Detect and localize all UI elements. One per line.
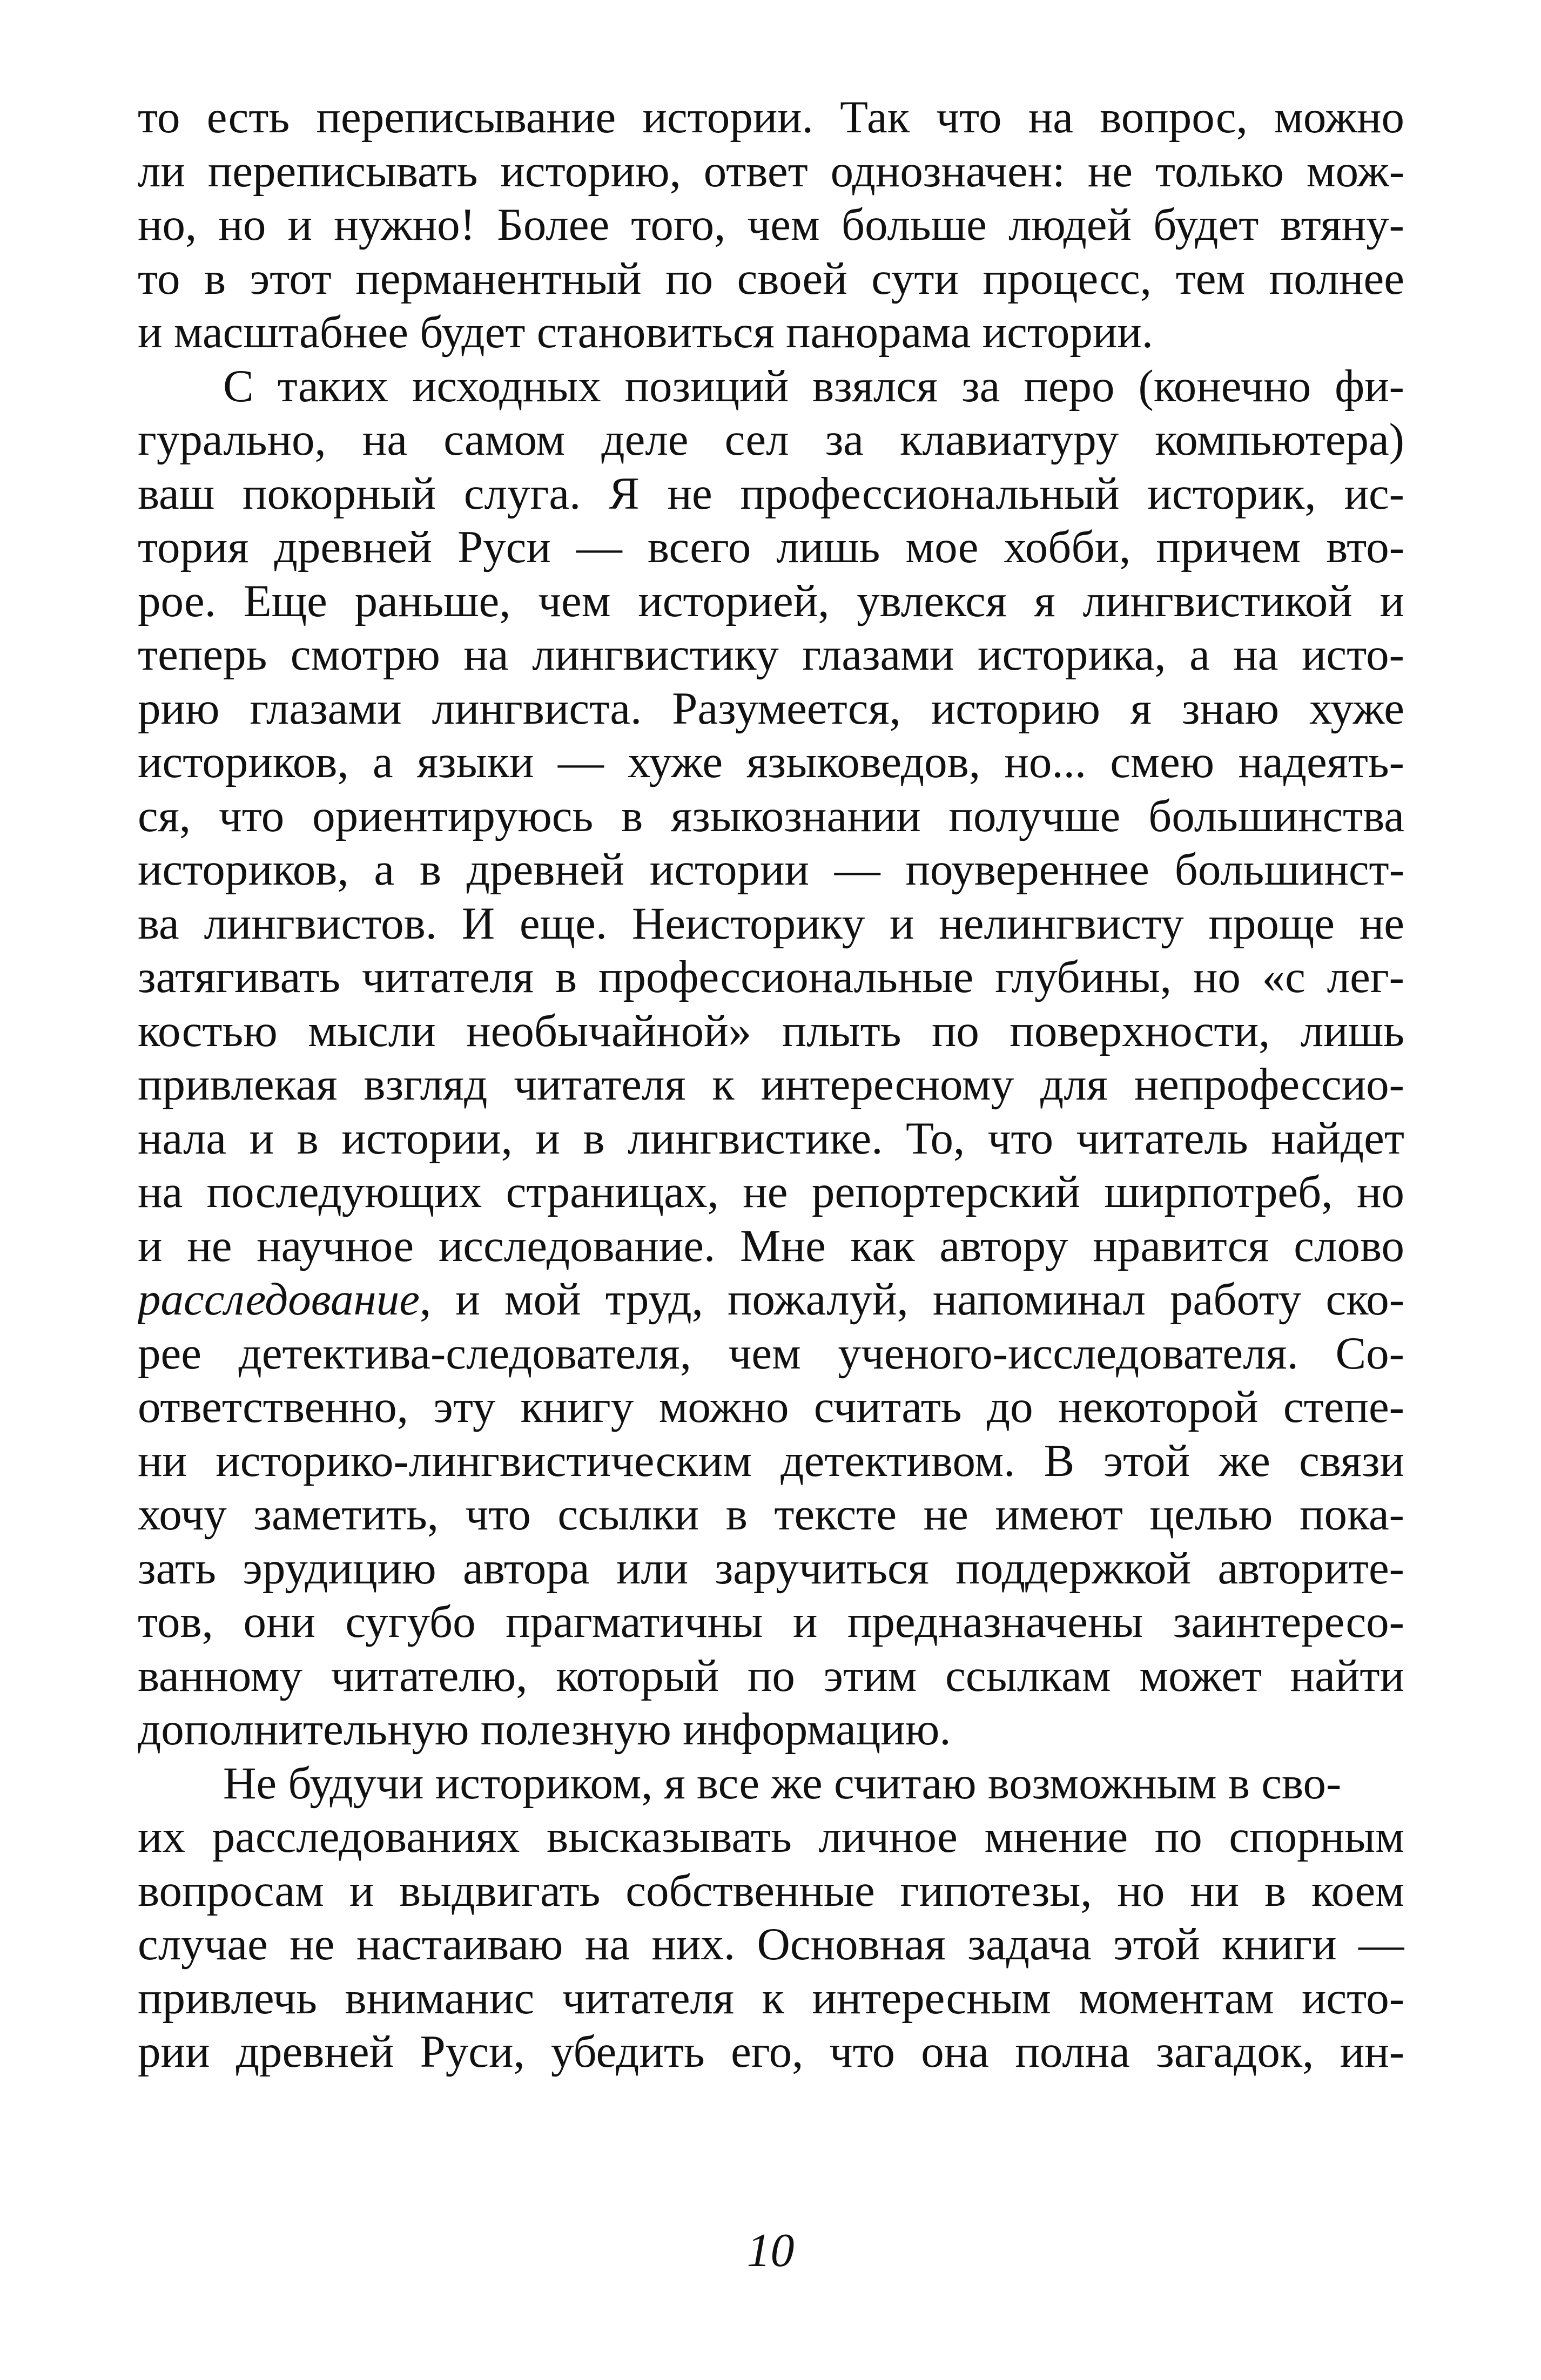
text-line: ли переписывать историю, ответ однозначен: не только мож-: [138, 145, 1404, 197]
text-line: ни историко-лингвистическим детективом. В этой же связи: [138, 1435, 1404, 1486]
text-line: привлечь вниманис читателя к интересным моментам исто-: [138, 1972, 1404, 2024]
text-line: ванному читателю, который по этим ссылкам может найти: [138, 1650, 1404, 1701]
text-line: ответственно, эту книгу можно считать до некоторой степе-: [138, 1381, 1404, 1432]
body-text: [138, 91, 1404, 2079]
text-line: и масштабнее будет становиться панорама истории.: [138, 307, 1154, 358]
text-line: ва лингвистов. И еще. Неисторику и нелингвисту проще не: [138, 898, 1404, 949]
text-line: историков, а в древней истории — поувереннее большинст-: [138, 844, 1404, 895]
text-line: рию глазами лингвиста. Разумеется, историю я знаю хуже: [138, 683, 1404, 734]
text-line: вопросам и выдвигать собственные гипотезы, но ни в коем: [138, 1865, 1404, 1916]
text-line: то есть переписывание истории. Так что на вопрос, можно: [138, 92, 1404, 143]
text-line: историков, а языки — хуже языковедов, но... смею надеять-: [138, 737, 1404, 787]
text-line: ваш покорный слуга. Я не профессиональный историк, ис-: [138, 468, 1404, 519]
text-line: тов, они сугубо прагматичны и предназначены заинтересо-: [138, 1596, 1404, 1647]
text-line: привлекая взгляд читателя к интересному для непрофессио-: [138, 1059, 1404, 1110]
text-line: хочу заметить, что ссылки в тексте не имеют целью пока-: [138, 1489, 1404, 1540]
page-number: 10: [746, 2224, 795, 2277]
paragraph-first-line: Не будучи историком, я все же считаю возможным в сво-: [223, 1757, 1342, 1809]
text-line-rest: , и мой труд, пожалуй, напоминал работу ско-: [419, 1274, 1404, 1325]
text-line: тория древней Руси — всего лишь мое хобби, причем вто-: [138, 522, 1404, 572]
text-line: случае не настаиваю на них. Основная задача этой книги —: [138, 1919, 1404, 1970]
text-line: их расследованиях высказывать личное мнение по спорным: [138, 1811, 1404, 1862]
text-line: и не научное исследование. Мне как автору нравится слово: [138, 1220, 1404, 1271]
text-line: теперь смотрю на лингвистику глазами историка, а на исто-: [138, 629, 1404, 680]
text-line: затягивать читателя в профессиональные глубины, но «с лег-: [138, 952, 1404, 1002]
text-line: зать эрудицию автора или заручиться поддержкой авторите-: [138, 1542, 1404, 1594]
text-line: рее детектива-следователя, чем ученого-исследователя. Со-: [138, 1327, 1404, 1379]
text-line: гурально, на самом деле сел за клавиатуру компьютера): [138, 414, 1404, 465]
italic-term: расследование: [138, 1274, 420, 1325]
text-line: ся, что ориентируюсь в языкознании получше большинства: [138, 790, 1404, 841]
text-line: нала и в истории, и в лингвистике. То, что читатель найдет: [138, 1113, 1404, 1164]
text-line: то в этот перманентный по своей сути процесс, тем полнее: [138, 253, 1404, 304]
paragraph-first-line: С таких исходных позиций взялся за перо (конечно фи-: [223, 360, 1404, 412]
text-line: на последующих страницах, не репортерский ширпотреб, но: [138, 1167, 1404, 1217]
text-line: рии древней Руси, убедить его, что она полна загадок, ин-: [138, 2026, 1404, 2077]
text-line: костью мысли необычайной» плыть по поверхности, лишь: [138, 1005, 1404, 1056]
text-line: но, но и нужно! Более того, чем больше людей будет втяну-: [138, 199, 1404, 250]
text-line: [138, 1273, 1404, 1327]
text-line: дополнительную полезную информацию.: [138, 1704, 951, 1755]
text-line: рое. Еще раньше, чем историей, увлекся я лингвистикой и: [138, 575, 1404, 626]
